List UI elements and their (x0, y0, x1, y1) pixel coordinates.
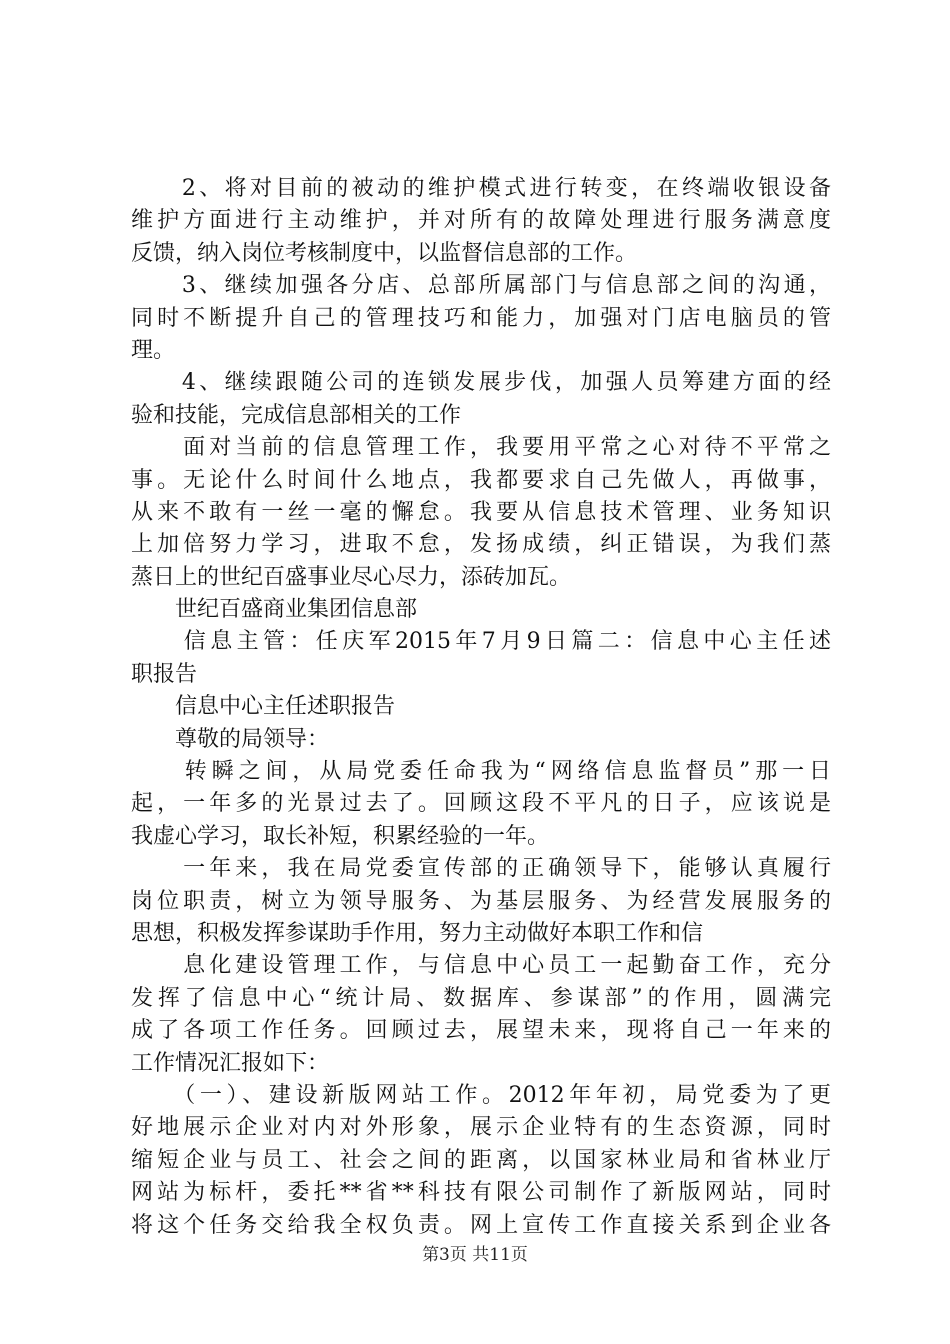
text-line: 发挥了信息中心“统计局、数据库、参谋部”的作用，圆满完 (131, 985, 831, 1011)
text-line: 理。 (131, 337, 176, 363)
text-line: 验和技能，完成信息部相关的工作 (131, 402, 462, 428)
text-line: 蒸日上的世纪百盛事业尽心尽力，添砖加瓦。 (131, 564, 572, 590)
text-line: 息化建设管理工作，与信息中心员工一起勤奋工作，充分 (131, 953, 831, 979)
body-text (131, 173, 831, 1242)
page-footer: 第3页 共11页 (422, 1245, 528, 1265)
text-line: 我虚心学习，取长补短，积累经验的一年。 (131, 823, 550, 849)
text-line: 2、将对目前的被动的维护模式进行转变，在终端收银设备 (131, 176, 831, 201)
text-line: 反馈，纳入岗位考核制度中，以监督信息部的工作。 (131, 240, 638, 266)
text-line: 4、继续跟随公司的连锁发展步伐，加强人员筹建方面的经 (131, 370, 831, 396)
text-line: 岗位职责，树立为领导服务、为基层服务、为经营发展服务的 (131, 888, 831, 914)
text-line: 维护方面进行主动维护，并对所有的故障处理进行服务满意度 (131, 208, 831, 234)
text-line: 世纪百盛商业集团信息部 (131, 597, 418, 623)
text-line: 上加倍努力学习，进取不怠，发扬成绩，纠正错误，为我们蒸 (131, 532, 831, 558)
text-line: 面对当前的信息管理工作，我要用平常之心对待不平常之 (131, 435, 831, 461)
text-line: 信息主管：任庆军2015年7月9日篇二：信息中心主任述 (131, 629, 831, 655)
text-line: 成了各项工作任务。回顾过去，展望未来，现将自己一年来的 (131, 1018, 831, 1044)
text-line: 尊敬的局领导： (131, 726, 330, 752)
text-line: 将这个任务交给我全权负责。网上宣传工作直接关系到企业各 (131, 1212, 831, 1238)
text-line: 网站为标杆，委托**省**科技有限公司制作了新版网站，同时 (131, 1180, 831, 1206)
text-line: （一）、建设新版网站工作。2012年年初，局党委为了更 (131, 1082, 831, 1108)
text-line: 信息中心主任述职报告 (131, 694, 396, 720)
text-line: 事。无论什么时间什么地点，我都要求自己先做人，再做事， (131, 467, 831, 493)
text-line: 好地展示企业对内对外形象，展示企业特有的生态资源，同时 (131, 1115, 831, 1141)
text-line: 工作情况汇报如下： (131, 1050, 330, 1076)
text-line: 思想，积极发挥参谋助手作用，努力主动做好本职工作和信 (131, 920, 704, 946)
text-line: 3、继续加强各分店、总部所属部门与信息部之间的沟通， (131, 273, 831, 299)
text-line: 同时不断提升自己的管理技巧和能力，加强对门店电脑员的管 (131, 305, 831, 331)
text-line: 一年来，我在局党委宣传部的正确领导下，能够认真履行 (131, 856, 831, 882)
text-line: 转瞬之间，从局党委任命我为“网络信息监督员”那一日 (131, 759, 831, 785)
text-line: 职报告 (131, 661, 198, 687)
text-line: 起，一年多的光景过去了。回顾这段不平凡的日子，应该说是 (131, 791, 831, 817)
text-line: 缩短企业与员工、社会之间的距离，以国家林业局和省林业厅 (131, 1147, 831, 1173)
text-line: 从来不敢有一丝一毫的懈怠。我要从信息技术管理、业务知识 (131, 499, 831, 525)
